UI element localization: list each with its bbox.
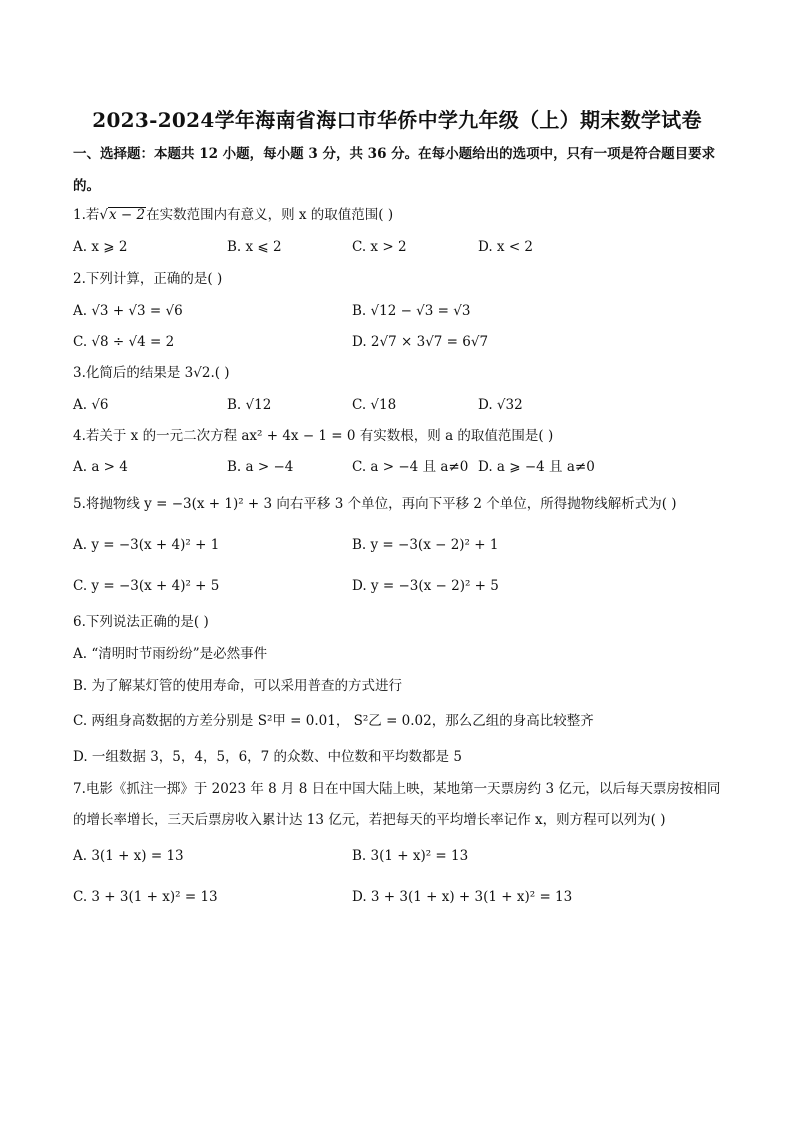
question-7-stem-line1: 7.电影《抓注一掷》于 2023 年 8 月 8 日在中国大陆上映，某地第一天票房约 3 亿元，以后每天票房按相同 (73, 781, 721, 797)
q4-option-c: C. a > −4 且 a≠0 (352, 459, 469, 475)
q1-radical: √x − 2 (99, 207, 146, 223)
q1-option-c: C. x > 2 (352, 239, 407, 255)
question-7-stem-line2: 的增长率增长，三天后票房收入累计达 13 亿元，若把每天的平均增长率记作 x，则方程可以列为( ) (73, 812, 666, 828)
q4-option-b: B. a > −4 (227, 459, 294, 475)
page-title: 2023-2024学年海南省海口市华侨中学九年级（上）期末数学试卷 (92, 108, 702, 132)
q6-option-a: A. “清明时节雨纷纷”是必然事件 (73, 646, 268, 662)
q2-option-d: D. 2√7 × 3√7 = 6√7 (352, 334, 489, 350)
q7-option-a: A. 3(1 + x) = 13 (73, 848, 184, 864)
q5-option-a: A. y = −3(x + 4)² + 1 (73, 537, 220, 553)
q1-option-d: D. x < 2 (478, 239, 534, 255)
q5-option-c: C. y = −3(x + 4)² + 5 (73, 578, 220, 594)
q5-option-b: B. y = −3(x − 2)² + 1 (352, 537, 499, 553)
question-5-stem: 5.将抛物线 y = −3(x + 1)² + 3 向右平移 3 个单位，再向下平移 2 个单位，所得抛物线解析式为( ) (73, 496, 677, 512)
q6-option-c: C. 两组身高数据的方差分别是 S²甲 = 0.01， S²乙 = 0.02，那么乙组的身高比较整齐 (73, 713, 594, 729)
q7-option-c: C. 3 + 3(1 + x)² = 13 (73, 889, 218, 905)
q2-option-b: B. √12 − √3 = √3 (352, 303, 471, 319)
q1-stem-suffix: 在实数范围内有意义，则 x 的取值范围( ) (146, 207, 394, 223)
q3-option-c: C. √18 (352, 397, 397, 413)
question-4-stem: 4.若关于 x 的一元二次方程 ax² + 4x − 1 = 0 有实数根，则 a 的取值范围是( ) (73, 428, 554, 444)
q1-option-b: B. x ⩽ 2 (227, 239, 282, 255)
q3-option-a: A. √6 (73, 397, 109, 413)
question-1-stem (73, 206, 393, 224)
q2-option-a: A. √3 + √3 = √6 (73, 303, 183, 319)
q4-option-d: D. a ⩾ −4 且 a≠0 (478, 459, 595, 475)
q1-stem-prefix: 1.若 (73, 207, 100, 223)
q2-option-c: C. √8 ÷ √4 = 2 (73, 334, 175, 350)
q6-option-b: B. 为了解某灯管的使用寿命，可以采用普查的方式进行 (73, 678, 403, 694)
q6-option-d: D. 一组数据 3，5，4，5，6，7 的众数、中位数和平均数都是 5 (73, 749, 462, 765)
q4-option-a: A. a > 4 (73, 459, 128, 475)
q5-option-d: D. y = −3(x − 2)² + 5 (352, 578, 499, 594)
q7-option-b: B. 3(1 + x)² = 13 (352, 848, 469, 864)
section-heading-line1: 一、选择题：本题共 12 小题，每小题 3 分，共 36 分。在每小题给出的选项中，只有一项是符合题目要求 (73, 146, 716, 162)
question-2-stem: 2.下列计算，正确的是( ) (73, 271, 223, 287)
q3-option-b: B. √12 (227, 397, 272, 413)
q1-option-a: A. x ⩾ 2 (73, 239, 128, 255)
q1-radicand: x − 2 (109, 207, 146, 223)
q7-option-d: D. 3 + 3(1 + x) + 3(1 + x)² = 13 (352, 889, 573, 905)
question-6-stem: 6.下列说法正确的是( ) (73, 614, 209, 630)
question-3-stem: 3.化简后的结果是 3√2.( ) (73, 365, 230, 381)
q3-option-d: D. √32 (478, 397, 523, 413)
section-heading-line2: 的。 (73, 178, 100, 194)
